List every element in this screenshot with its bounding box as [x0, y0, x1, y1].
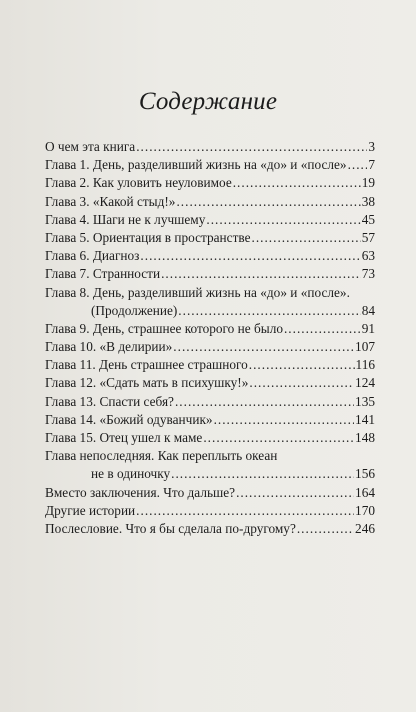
toc-entry-title: Другие истории: [45, 502, 136, 518]
toc-entry-title: Глава 9. День, страшнее которого не было: [45, 320, 283, 336]
toc-entry: [45, 193, 375, 211]
toc-entry: [45, 338, 375, 356]
dot-leader: [173, 338, 354, 356]
toc-entry: [45, 229, 375, 247]
toc-entry-title: Глава 10. «В делирии»: [45, 339, 173, 355]
dot-leader: [214, 411, 354, 429]
dot-leader: [249, 374, 354, 392]
toc-entry: [45, 447, 375, 465]
toc-entry: [45, 484, 375, 502]
toc-entry-title: Глава непоследняя. Как переплыть океан: [45, 448, 278, 464]
toc-page-number: 164: [355, 484, 375, 500]
table-of-contents: [45, 138, 375, 538]
toc-page-number: 7: [368, 157, 375, 173]
toc-entry-title: Глава 13. Спасти себя?: [45, 393, 174, 409]
dot-leader: [175, 393, 354, 411]
toc-entry: [45, 502, 375, 520]
toc-entry: [45, 356, 375, 374]
toc-entry-title: Глава 11. День страшнее страшного: [45, 357, 248, 373]
dot-leader: [161, 265, 361, 283]
toc-entry: [45, 156, 375, 174]
toc-entry-title: (Продолжение): [91, 302, 178, 318]
toc-page-number: 3: [368, 139, 375, 154]
dot-leader: [206, 211, 360, 229]
toc-page-number: 73: [361, 266, 375, 282]
toc-entry-title: Глава 3. «Какой стыд!»: [45, 193, 176, 209]
toc-page-number: 156: [355, 466, 375, 482]
dot-leader: [178, 302, 360, 320]
dot-leader: [176, 193, 360, 211]
dot-leader: [136, 138, 367, 156]
toc-entry: [45, 411, 375, 429]
toc-entry: [45, 138, 375, 156]
toc-entry-title: Глава 7. Странности: [45, 266, 161, 282]
dot-leader: [140, 247, 360, 265]
dot-leader: [171, 465, 354, 483]
toc-entry-title: Глава 15. Отец ушел к маме: [45, 430, 203, 445]
dot-leader: [233, 174, 361, 192]
toc-page-number: 116: [355, 357, 375, 373]
dot-leader: [297, 520, 354, 538]
toc-page-number: 148: [355, 430, 375, 445]
toc-page-number: 107: [355, 339, 375, 355]
toc-entry: [45, 174, 375, 192]
toc-entry-title: не в одиночку: [91, 466, 171, 482]
dot-leader: [284, 320, 361, 338]
toc-entry: [45, 284, 375, 302]
toc-page-number: 38: [361, 193, 375, 209]
toc-entry-title: Глава 4. Шаги не к лучшему: [45, 211, 206, 227]
toc-page-number: 170: [355, 502, 375, 518]
dot-leader: [252, 229, 361, 247]
toc-entry: [45, 211, 375, 229]
toc-page-number: 124: [355, 375, 375, 391]
dot-leader: [348, 156, 368, 174]
toc-entry-title: Глава 5. Ориентация в пространстве: [45, 229, 251, 245]
toc-entry-title: Глава 12. «Сдать мать в психушку!»: [45, 375, 249, 391]
toc-page-number: 84: [361, 302, 375, 318]
toc-entry: [45, 429, 375, 447]
toc-entry-title: Послесловие. Что я бы сделала по-другому?: [45, 520, 296, 536]
toc-entry: [45, 302, 375, 320]
toc-entry: [45, 465, 375, 483]
toc-page-number: 91: [361, 320, 375, 336]
dot-leader: [249, 356, 355, 374]
dot-leader: [203, 429, 354, 447]
toc-entry-title: Глава 6. Диагноз: [45, 248, 140, 264]
toc-entry: [45, 320, 375, 338]
toc-page-number: 135: [355, 393, 375, 409]
toc-page-number: 63: [361, 248, 375, 264]
toc-entry: [45, 247, 375, 265]
toc-entry: [45, 374, 375, 392]
toc-entry-title: Вместо заключения. Что дальше?: [45, 484, 236, 500]
toc-page-number: 246: [355, 520, 375, 536]
dot-leader: [136, 502, 354, 520]
dot-leader: [236, 484, 354, 502]
toc-page-number: 57: [361, 229, 375, 245]
toc-page-number: 45: [361, 211, 375, 227]
page-title: Содержание: [138, 88, 278, 115]
toc-entry-title: Глава 14. «Божий одуванчик»: [45, 411, 213, 427]
toc-page-number: 19: [361, 175, 375, 191]
toc-entry: [45, 393, 375, 411]
toc-entry-title: Глава 1. День, разделивший жизнь на «до» и «после»: [45, 157, 347, 173]
toc-entry: [45, 265, 375, 283]
bleed-through-text: [250, 40, 253, 62]
toc-entry-title: Глава 2. Как уловить неуловимое: [45, 175, 232, 191]
toc-page-number: 141: [355, 411, 375, 427]
toc-entry: [45, 520, 375, 538]
toc-entry-title: Глава 8. День, разделивший жизнь на «до» и «после».: [45, 284, 350, 300]
toc-entry-title: О чем эта книга: [45, 139, 136, 154]
